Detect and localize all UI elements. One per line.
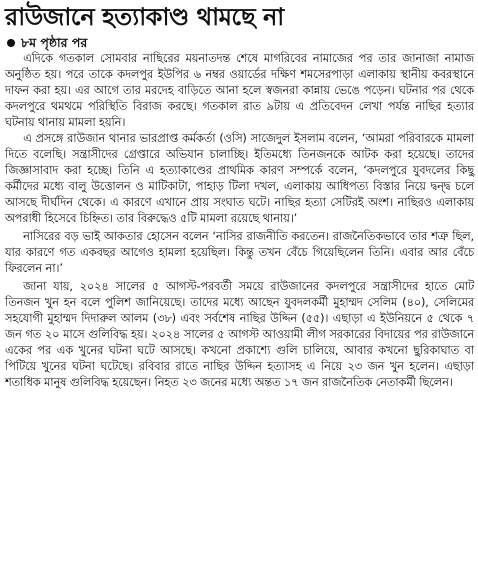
article-paragraph: জানা যায়, ২০২৪ সালের ৫ আগস্ট-পরবর্তী সময়ে রাউজানের কদলপুরে সন্ত্রাসীদের হাতে মোট তিনজন খুন হন বলে পুলিশ জানিয়েছে। তাদের মধ্যে আছেন যুবদলকর্মী মুহাম্মদ সেলিম (৪০), সেলিমের সহযোগী মুহাম্মদ দিদারুল আলম (৩৮) এবং সর্বশেষ নাছির উদ্দিন (৫৫)। এছাড়া এ ইউনিয়নে ৫ থেকে ৭ জন গত ২০ মাসে গুলিবিদ্ধ হয়। ২০২৪ সালের ৫ আগস্ট আওয়ামী লীগ সরকারের বিদায়ের পর রাউজানে একের পর এক খুনের ঘটনা ঘটে আসছে। কখনো প্রকাশ্যে গুলি চালিয়ে, আবার কখনো ছুরিকাঘাত বা পিটিয়ে খুনের ঘটনা ঘটেছে। রবিবার রাতে নাছির উদ্দিন হত্যাসহ এ নিয়ে ২৩ জন খুন হলেন। এছাড়া শতাধিক মানুষ গুলিবিদ্ধ হয়েছেন। নিহত ২৩ জনের মধ্যে অন্তত ১৭ জন রাজনৈতিক নেতাকর্মী ছিলেন। bbox=[5, 280, 474, 389]
article-paragraph: নাসিরের বড় ভাই আকতার হোসেন বলেন ‘নাসির রাজনীতি করতেন। রাজনৈতিকভাবে তার শত্রু ছিল, যার কারণে গত একবছর আগেও হামলা হয়েছিল। কিন্তু তখন বেঁচে গিয়েছিলেন তিনি। এবার আর বেঁচে ফিরলেন না।’ bbox=[5, 230, 474, 275]
article-paragraph: এদিকে গতকাল সোমবার নাছিরের ময়নাতদন্ত শেষে মাগরিবের নামাজের পর তার জানাজা নামাজ অনুষ্ঠিত হয়। পরে তাকে কদলপুর ইউপির ৬ নম্বর ওয়ার্ডের দক্ষিণ শমসেরপাড়া এলাকায় স্থানীয় কবরস্থানে দাফন করা হয়। এর আগে তার মরদেহ বাড়িতে আনা হলে স্বজনরা কান্নায় ভেঙে পড়েন। ঘটনার পর থেকে কদলপুরে থমথমে পরিস্থিতি বিরাজ করছে। গতকাল রাত ৯টায় এ প্রতিবেদন লেখা পর্যন্ত নাছির হত্যার ঘটনায় থানায় মামলা হয়নি। bbox=[5, 52, 474, 129]
continued-from-label: ৮ম পৃষ্ঠার পর bbox=[21, 35, 88, 50]
continued-from-line bbox=[7, 35, 474, 50]
article-headline: রাউজানে হত্যাকাণ্ড থামছে না bbox=[5, 3, 284, 31]
article-paragraph: এ প্রসঙ্গে রাউজান থানার ভারপ্রাপ্ত কর্মকর্তা (ওসি) সাজেদুল ইসলাম বলেন, ‘আমরা পরিবারকে মামলা দিতে বলেছি। সন্ত্রাসীদের গ্রেপ্তারে অভিযান চালাচ্ছি। ইতিমধ্যে তিনজনকে আটক করা হয়েছে। তাদের জিজ্ঞাসাবাদ করা হচ্ছে। তিনি এ হত্যাকাণ্ডের প্রাথমিক কারণ সম্পর্কে বলেন, ‘কদলপুরে যুবদলের কিছু কর্মীদের মধ্যে বালু উত্তোলন ও মাটিকাটা, পাহাড় টিলা দখল, এলাকায় আধিপত্য বিস্তার নিয়ে দ্বন্দ্ব চলে আসছে দীর্ঘদিন থেকে। এ কারণে এখানে প্রায় সংঘাত ঘটে। নাছির হত্যা সেটিরই অংশ। নাছিরও এলাকায় অপরাধী হিসেবে চিহ্নিত। তার বিরুদ্ধেও ৫টি মামলা রয়েছে থানায়।’ bbox=[5, 132, 474, 225]
bullet-icon bbox=[7, 39, 15, 47]
